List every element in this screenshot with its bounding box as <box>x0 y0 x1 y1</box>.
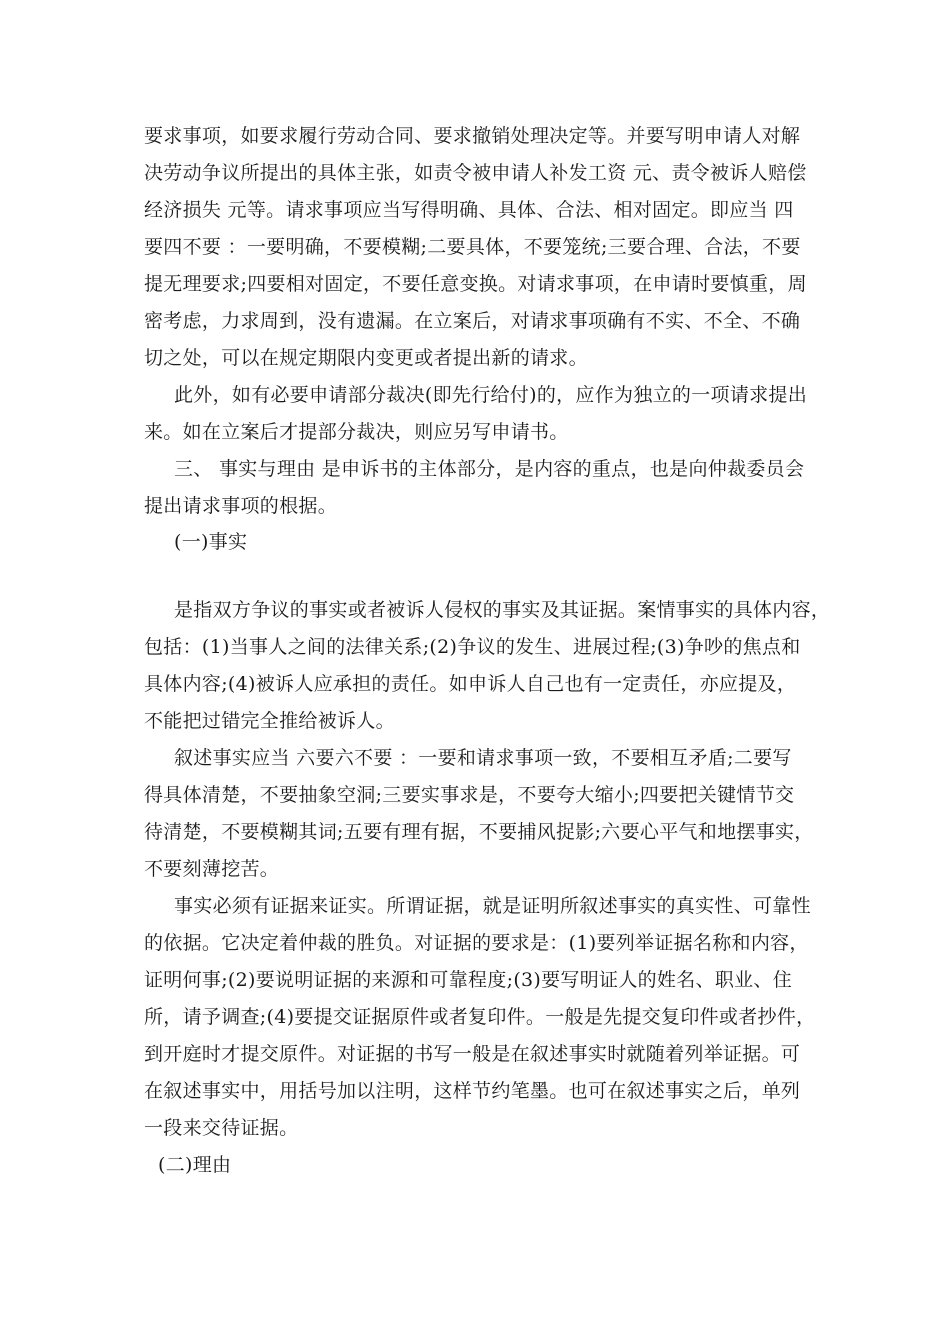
text-line-19: 待清楚，不要模糊其词;五要有理有据，不要捕风捉影;六要心平气和地摆事实， <box>144 821 814 843</box>
text-line-16: 不能把过错完全推给被诉人。 <box>144 710 395 732</box>
text-line-14: 包括：(1)当事人之间的法律关系;(2)争议的发生、进展过程;(3)争吵的焦点和 <box>144 636 801 658</box>
text-line-8: 此外，如有必要申请部分裁决(即先行给付)的，应作为独立的一项请求提出 <box>174 384 808 406</box>
text-line-27: 一段来交待证据。 <box>144 1117 299 1139</box>
text-line-13: 是指双方争议的事实或者被诉人侵权的事实及其证据。案情事实的具体内容， <box>174 599 831 621</box>
text-line-18: 得具体清楚，不要抽象空洞;三要实事求是，不要夸大缩小;四要把关键情节交 <box>144 784 795 806</box>
text-line-20: 不要刻薄挖苦。 <box>144 858 280 880</box>
text-line-7: 切之处，可以在规定期限内变更或者提出新的请求。 <box>144 347 588 369</box>
section-heading-facts: (一)事实 <box>174 531 248 553</box>
text-line-15: 具体内容;(4)被诉人应承担的责任。如申诉人自己也有一定责任，亦应提及， <box>144 673 797 695</box>
text-line-23: 证明何事;(2)要说明证据的来源和可靠程度;(3)要写明证人的姓名、职业、住 <box>144 969 793 991</box>
text-line-21: 事实必须有证据来证实。所谓证据，就是证明所叙述事实的真实性、可靠性 <box>174 895 811 917</box>
text-line-4: 要四不要 ：一要明确，不要模糊;二要具体，不要笼统;三要合理、合法，不要 <box>144 236 801 258</box>
text-line-10: 三、 事实与理由 是申诉书的主体部分，是内容的重点，也是向仲裁委员会 <box>174 458 805 480</box>
text-line-6: 密考虑，力求周到，没有遗漏。在立案后，对请求事项确有不实、不全、不确 <box>144 310 801 332</box>
text-line-2: 决劳动争议所提出的具体主张，如责令被申请人补发工资 元、责令被诉人赔偿 <box>144 162 807 184</box>
text-line-17: 叙述事实应当 六要六不要 ：一要和请求事项一致，不要相互矛盾;二要写 <box>174 747 792 769</box>
text-line-3: 经济损失 元等。请求事项应当写得明确、具体、合法、相对固定。即应当 四 <box>144 199 794 221</box>
text-line-25: 到开庭时才提交原件。对证据的书写一般是在叙述事实时就随着列举证据。可 <box>144 1043 801 1065</box>
text-line-11: 提出请求事项的根据。 <box>144 495 338 517</box>
text-line-9: 来。如在立案后才提部分裁决，则应另写申请书。 <box>144 421 569 443</box>
text-line-5: 提无理要求;四要相对固定，不要任意变换。对请求事项，在申请时要慎重，周 <box>144 273 807 295</box>
section-heading-reasons: (二)理由 <box>158 1154 232 1176</box>
text-line-22: 的依据。它决定着仲裁的胜负。对证据的要求是：(1)要列举证据名称和内容， <box>144 932 809 954</box>
text-line-26: 在叙述事实中，用括号加以注明，这样节约笔墨。也可在叙述事实之后，单列 <box>144 1080 801 1102</box>
text-line-24: 所，请予调查;(4)要提交证据原件或者复印件。一般是先提交复印件或者抄件， <box>144 1006 816 1028</box>
text-line-1: 要求事项，如要求履行劳动合同、要求撤销处理决定等。并要写明申请人对解 <box>144 125 801 147</box>
